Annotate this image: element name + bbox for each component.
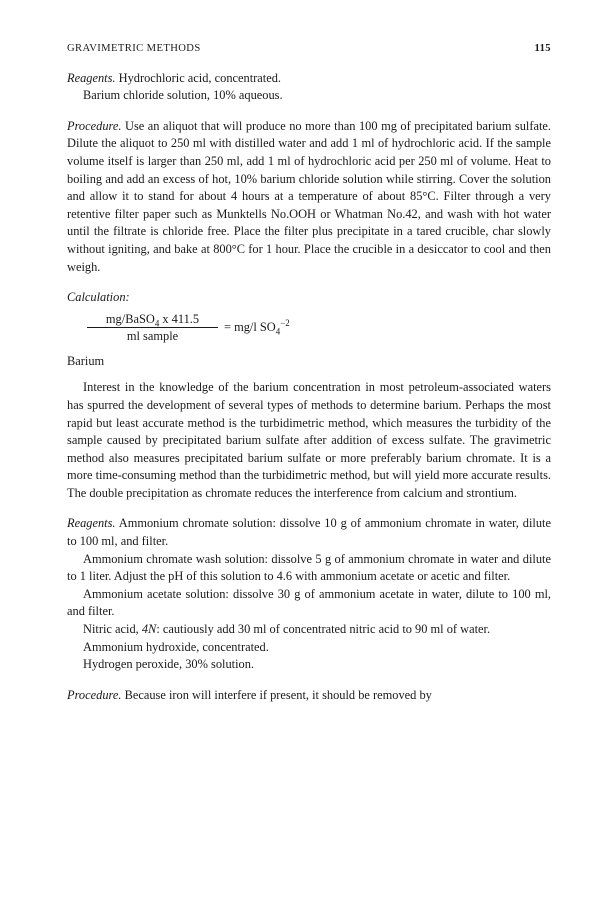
formula-denominator: ml sample [126,328,179,343]
reagents-label: Reagents. [67,516,116,531]
barium-reagent-1 [67,515,551,550]
reagents-label: Reagents. [67,70,116,85]
barium-procedure-paragraph [67,687,551,705]
sulfate-procedure-text: Use an aliquot that will produce no more than 100 mg of precipitated barium sulfate. Dilute the aliquot to 250 ml with distilled water and add 1 ml of hydrochloric acid. If the sample volume itself is larger than 250 ml, add 1 ml of hydrochloric acid per 250 ml of volume. Heat to boiling and add an excess of hot, 10% barium chloride solution while stirring. Cover the solution and allow it to stand for about 4 hours at a temperature of about 85°C. Filter through a very retentive filter paper such as Munktells No.OOH or Whatman No.42, and wash with hot water until the filtrate is chloride free. Place the filter plus precipitate in a tared crucible, char slowly without igniting, and bake at 800°C for 1 hour. Place the crucible in a desiccator to cool and then weigh. [67,118,551,274]
formula-numerator [87,311,218,328]
barium-reagent-nitric-acid [67,621,551,639]
result-prefix: = mg/l SO [224,319,276,334]
calculation-label: Calculation: [67,290,130,305]
barium-procedure [67,687,551,705]
numerator-prefix: mg/BaSO [105,311,155,326]
barium-reagent-hydrogen-peroxide: Hydrogen peroxide, 30% solution. [83,657,255,672]
running-head-title: GRAVIMETRIC METHODS [67,43,201,54]
page-number: 115 [534,43,551,54]
procedure-label: Procedure. [67,118,122,133]
procedure-label: Procedure. [67,687,122,702]
document-page [67,40,551,717]
sulfate-procedure-paragraph [67,118,551,276]
sulfate-reagents-line-1 [67,70,551,88]
nitric-prefix: Nitric acid, [83,622,142,637]
reagent-hydrochloric-acid: Hydrochloric acid, concentrated. [115,70,282,85]
sulfate-formula [87,311,551,349]
barium-reagent-ammonium-hydroxide: Ammonium hydroxide, concentrated. [83,639,269,654]
barium-reagent-2: Ammonium chromate wash solution: dissolve 5 g of ammonium chromate in water and dilute to 1 liter. Adjust the pH of this solution to 4.6 with ammonium acetate or acetic and filter. [67,551,551,584]
formula-result [224,319,290,337]
result-superscript: −2 [280,317,290,328]
barium-intro-paragraph: Interest in the knowledge of the barium concentration in most petroleum-associated waters has spurred the development of several types of methods to determine barium. Perhaps the most rapid but least accurate method is the turbidimetric method, which measures the turbidity of the sample caused by precipitated barium sulfate after addition of excess sulfate. The gravimetric method also measures precipitated barium sulfate or more preferably barium chromate. It is a more time-consuming method than the turbidimetric method, but will yield more accurate results. The double precipitation as chromate reduces the interference from calcium and strontium. [67,380,551,500]
barium-reagents [67,515,551,673]
sulfate-reagents [67,70,551,105]
nitric-normality: 4N [141,622,157,637]
reagent-barium-chloride: Barium chloride solution, 10% aqueous. [83,88,283,103]
result-subscript: 4 [275,326,281,337]
barium-intro [67,379,551,502]
barium-reagent-3: Ammonium acetate solution: dissolve 30 g of ammonium acetate in water, dilute to 100 ml, and filter. [67,586,551,619]
section-heading-barium: Barium [67,353,105,368]
reagent-ammonium-chromate: Ammonium chromate solution: dissolve 10 g of ammonium chromate in water, dilute to 100 ml, and filter. [67,516,551,549]
numerator-subscript: 4 [154,318,160,329]
sulfate-procedure [67,118,551,276]
nitric-suffix: : cautiously add 30 ml of concentrated nitric acid to 90 ml of water. [156,622,491,637]
barium-procedure-text: Because iron will interfere if present, it should be removed by [121,687,432,702]
formula-fraction [87,311,218,344]
running-head [67,40,551,58]
numerator-suffix: x 411.5 [159,311,200,326]
